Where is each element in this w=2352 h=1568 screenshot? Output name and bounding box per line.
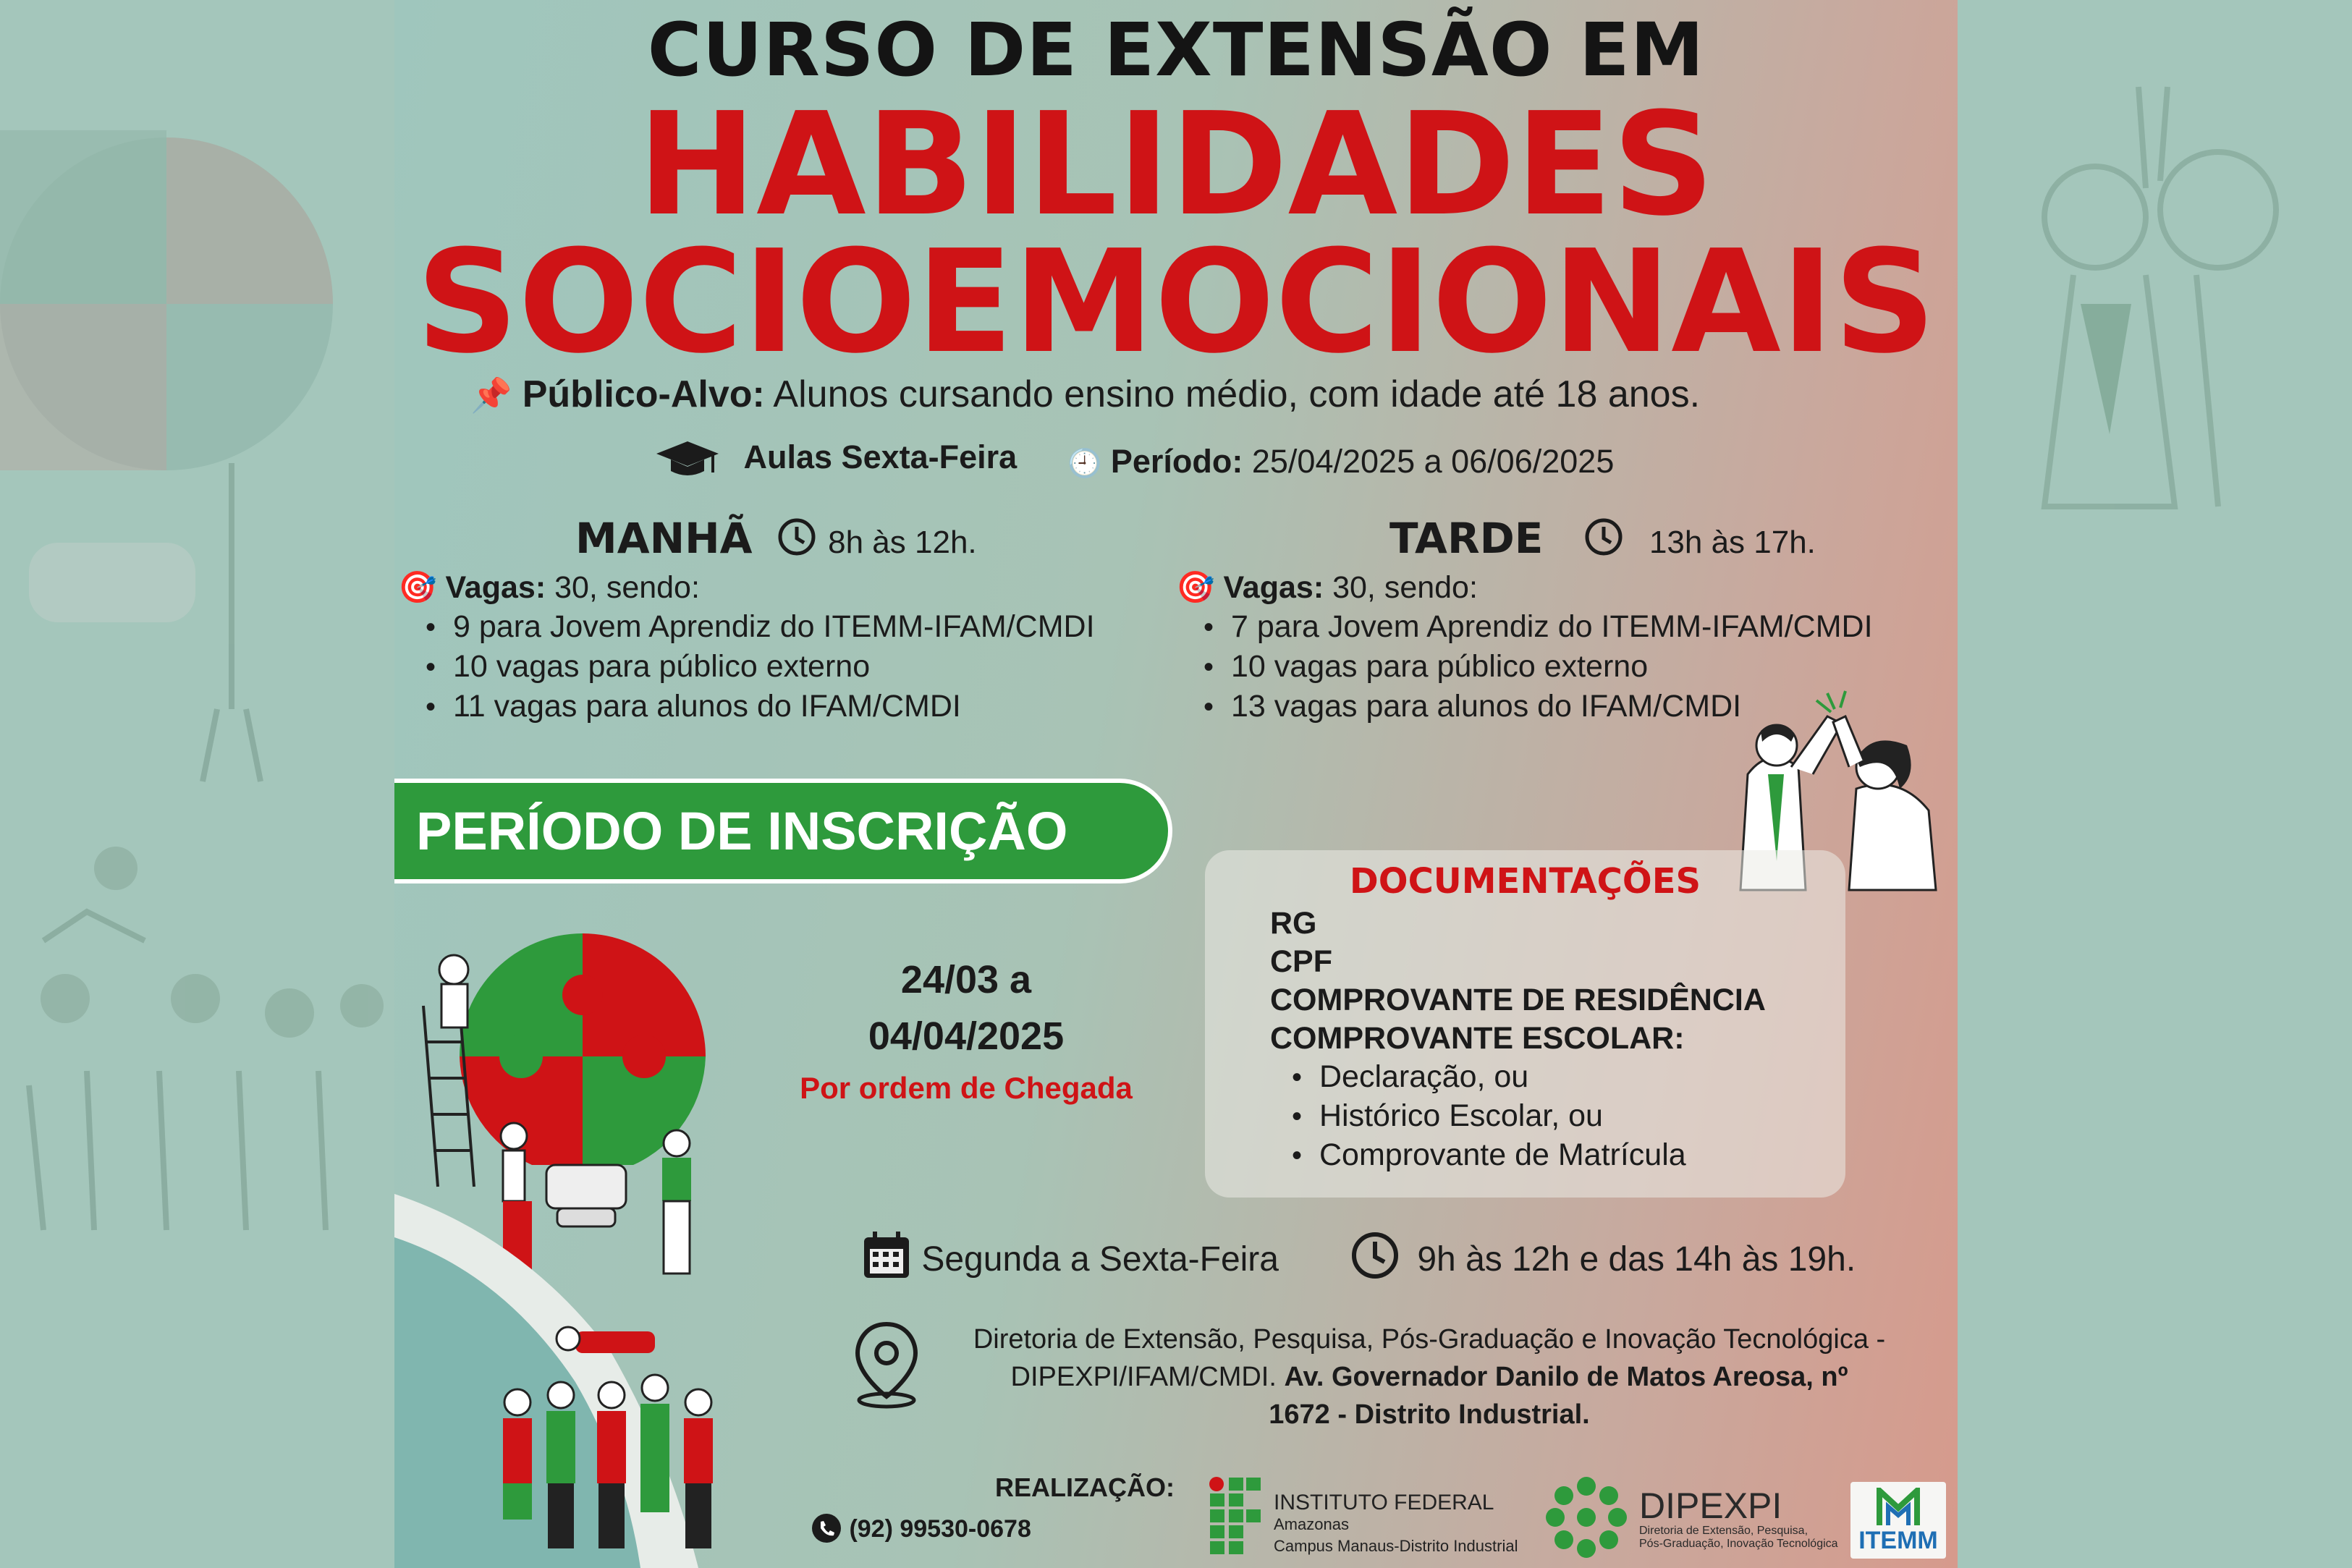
doc-sub-list: [1292, 1058, 1766, 1175]
itemm-logo-icon: [1877, 1488, 1920, 1527]
aulas-row: [655, 438, 1017, 481]
list-item: • 10 vagas para público externo: [1204, 647, 1873, 687]
itemm-text: ITEMM: [1858, 1527, 1938, 1554]
doc-sub-item: • Comprovante de Matrícula: [1292, 1136, 1766, 1175]
location-pin-icon: [847, 1317, 926, 1411]
documentacoes-title: DOCUMENTAÇÕES: [1349, 861, 1701, 902]
target-icon: 🎯: [398, 570, 437, 605]
right-decorative-art: [1958, 0, 2352, 1568]
manha-vagas: [398, 568, 1095, 726]
publico-alvo: [470, 373, 1700, 416]
address-line-2a: DIPEXPI/IFAM/CMDI.: [1010, 1362, 1277, 1392]
days-row: [861, 1230, 1279, 1281]
doc-sub-item: • Histórico Escolar, ou: [1292, 1097, 1766, 1136]
tarde-vagas-label: Vagas:: [1223, 570, 1324, 605]
whatsapp-icon: [811, 1512, 842, 1544]
address-line-3: 1672 - Distrito Industrial.: [1269, 1399, 1590, 1430]
list-item: • 9 para Jovem Aprendiz do ITEMM-IFAM/CMDI: [426, 607, 1095, 647]
phone-row: [811, 1512, 1031, 1544]
phone-number: (92) 99530-0678: [849, 1515, 1031, 1543]
list-item: • 7 para Jovem Aprendiz do ITEMM-IFAM/CMDI: [1204, 607, 1873, 647]
inscricao-note: Por ordem de Chegada: [800, 1071, 1133, 1105]
if-text: [1274, 1492, 1518, 1557]
hours-text: 9h às 12h e das 14h às 19h.: [1417, 1240, 1856, 1279]
title-line-3: SOCIOEMOCIONAIS: [416, 220, 1936, 385]
clock-icon: [1350, 1230, 1400, 1281]
publico-label: Público-Alvo:: [522, 373, 765, 415]
if-state: Amazonas: [1274, 1515, 1349, 1533]
doc-item: COMPROVANTE ESCOLAR:: [1270, 1021, 1685, 1056]
list-item: • 10 vagas para público externo: [426, 647, 1095, 687]
manha-time: 8h às 12h.: [828, 525, 977, 560]
if-name: INSTITUTO FEDERAL: [1274, 1491, 1494, 1514]
periodo-row: [1067, 443, 1614, 480]
list-item: • 11 vagas para alunos do IFAM/CMDI: [426, 687, 1095, 726]
publico-text: Alunos cursando ensino médio, com idade até 18 anos.: [773, 373, 1701, 415]
doc-item: COMPROVANTE DE RESIDÊNCIA: [1270, 983, 1766, 1017]
address: [915, 1321, 1943, 1433]
inscricao-date-2: 04/04/2025: [868, 1014, 1065, 1058]
aulas-text: Aulas Sexta-Feira: [743, 438, 1018, 475]
dipexpi-name: DIPEXPI: [1639, 1486, 1782, 1526]
hours-row: [1350, 1230, 1856, 1281]
left-decorative-art: [0, 0, 394, 1568]
tarde-header: [1389, 514, 1816, 563]
tarde-clock-icon: [1583, 517, 1624, 557]
doc-item: CPF: [1270, 944, 1332, 979]
dipexpi-sub-1: Diretoria de Extensão, Pesquisa,: [1639, 1525, 1809, 1537]
realizacao-label: REALIZAÇÃO:: [995, 1472, 1175, 1502]
tarde-time: 13h às 17h.: [1649, 525, 1816, 560]
dipexpi-logo-icon: [1545, 1476, 1628, 1559]
left-background-panel: [0, 0, 394, 1568]
periodo-label: Período:: [1110, 443, 1243, 480]
manha-vagas-text: 30, sendo:: [554, 570, 700, 605]
target-icon: 🎯: [1176, 570, 1215, 605]
doc-item: RG: [1270, 906, 1317, 941]
pushpin-icon: 📌: [470, 376, 512, 414]
address-line-2b: Av. Governador Danilo de Matos Areosa, nº: [1284, 1362, 1848, 1392]
address-line-1: Diretoria de Extensão, Pesquisa, Pós-Graduação e Inovação Tecnológica -: [973, 1324, 1886, 1355]
tarde-vagas-text: 30, sendo:: [1332, 570, 1478, 605]
title-line-1: CURSO DE EXTENSÃO EM: [647, 7, 1705, 93]
if-campus: Campus Manaus-Distrito Industrial: [1274, 1537, 1518, 1555]
periodo-value: 25/04/2025 a 06/06/2025: [1251, 443, 1615, 480]
dipexpi-text: [1639, 1487, 1838, 1551]
manha-clock-icon: [777, 517, 817, 557]
manha-title: MANHÃ: [575, 514, 753, 563]
days-text: Segunda a Sexta-Feira: [921, 1240, 1279, 1279]
tarde-title: TARDE: [1389, 514, 1544, 563]
manha-vagas-label: Vagas:: [445, 570, 546, 605]
documentacoes-list: [1270, 904, 1766, 1175]
crowd-illustration: [488, 1317, 749, 1563]
right-background-panel: [1958, 0, 2352, 1568]
inscricao-banner: PERÍODO DE INSCRIÇÃO: [394, 779, 1172, 883]
clock-icon: 🕘: [1067, 449, 1102, 479]
inscricao-dates: [742, 952, 1190, 1064]
itemm-logo: [1850, 1482, 1946, 1559]
if-logo-icon: [1209, 1476, 1266, 1556]
graduation-cap-icon: [655, 438, 720, 481]
manha-vagas-list: [426, 607, 1095, 726]
dipexpi-sub-2: Pós-Graduação, Inovação Tecnológica: [1639, 1538, 1838, 1550]
list-item: • 13 vagas para alunos do IFAM/CMDI: [1204, 687, 1873, 726]
poster: [394, 0, 1958, 1568]
inscricao-date-1: 24/03 a: [900, 958, 1032, 1001]
manha-header: [575, 514, 977, 563]
doc-sub-item: • Declaração, ou: [1292, 1058, 1766, 1097]
calendar-icon: [861, 1230, 912, 1281]
title-line-2: HABILIDADES: [638, 82, 1714, 247]
